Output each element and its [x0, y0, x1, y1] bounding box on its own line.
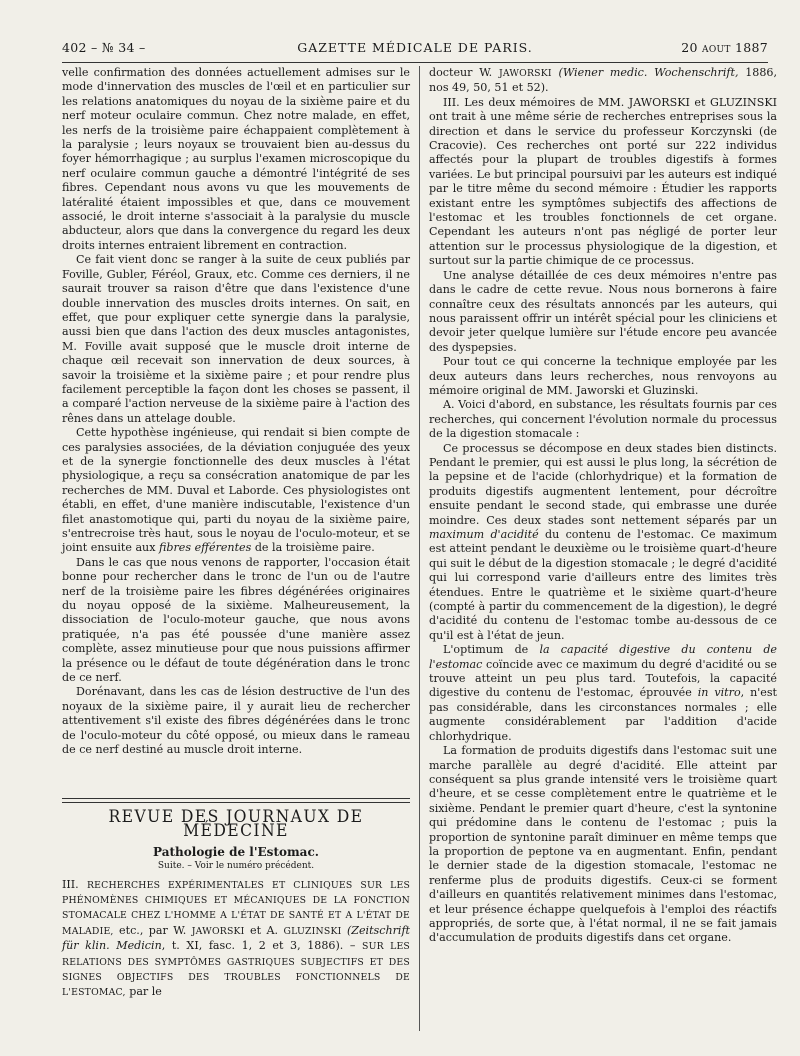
section-title: REVUE DES JOURNAUX DE MÉDECINE: [108, 807, 364, 842]
date-day: 20: [681, 40, 698, 55]
section-divider: [62, 798, 410, 803]
page-header: [62, 36, 768, 58]
r6-ital: la capacité digestive du contenu de l'estomac: [429, 643, 777, 671]
left-paragraph-3: [62, 426, 410, 556]
r0-a: docteur W.: [429, 66, 499, 79]
right-paragraph-0: [429, 66, 777, 96]
left-paragraph-3-tail: de la troisième paire.: [251, 541, 375, 555]
left-paragraph-4: Dans le cas que nous venons de rapporter, l'occasion était bonne pour rechercher dans le tronc de l'un ou de l'autre nerf de la troisième paire les fibres dégénérées originaires du noyau opposé de la sixième. Malheureusement, la dissociation de l'oculo-moteur gauche, que nous avons pratiquée, n'a pas été poussée d'une manière assez complète, assez minutieuse pour que nous puissions affirmer la présence ou le défaut de toute dégénération dans le tronc de ce nerf.: [62, 555, 410, 685]
page-number: 402 – № 34 –: [62, 40, 146, 55]
entry-tail: par le: [125, 985, 162, 999]
r5-ital: maximum d'acidité: [429, 528, 539, 541]
newspaper-page: [62, 36, 778, 1036]
left-paragraph-3-text: Cette hypothèse ingénieuse, qui rendait si bien compte de ces paralysies associées, de la déviation conjuguée des yeux et de la synergie fonctionnelle des deux muscles à l'état physiologique, a reçu sa consécration anatomique de par les recherches de MM. Duval et Laborde. Ces physiologistes ont établi, en effet, d'une manière indiscutable, l'existence d'un filet anastomotique qui, parti du noyau de la sixième paire, s'entrecroise très haut, sous le noyau de l'oculo-moteur, et se joint ensuite aux: [62, 426, 410, 555]
r0-journal: (Wiener medic. Wochenschrift,: [551, 66, 739, 79]
entry-etc: etc., par W.: [113, 923, 192, 937]
review-section: [62, 804, 410, 1034]
left-paragraph-2: Ce fait vient donc se ranger à la suite de ceux publiés par Foville, Gubler, Féréol, Graux, etc. Comme ces derniers, il ne saurait trouver sa raison d'être que dans l'existence d'une double innervation des muscles droits internes. On sait, en effet, que pour expliquer cette synergie dans la paralysie, aussi bien que dans l'action des deux muscles antagonistes, M. Foville avait supposé que le muscle droit interne de chaque œil recevait son innervation de deux sources, à savoir la troisième et la sixième paire ; et pour rendre plus facilement perceptible la façon dont les choses se passent, il a comparé l'action nerveuse de la sixième paire à l'action des rênes dans un attelage double.: [62, 253, 410, 425]
fibres-efferentes: fibres efférentes: [158, 541, 252, 555]
subsection-title: Pathologie de l'Estomac.: [153, 844, 319, 859]
header-rule: [62, 62, 768, 63]
journal-reference: (Zeitschrift für klin. Medicin: [62, 923, 411, 953]
right-paragraph-1: III. Les deux mémoires de MM. JAWORSKI et GLUZINSKI ont trait à une même série de recherches entreprises sous la direction et dans le service du professeur Korczynski (de Cracovie). Ces recherches ont porté sur 222 individus affectés pour la plupart de troubles digestifs à formes variées. Le but principal poursuivi par les auteurs est indiqué par le titre même du second mémoire : Étudier les rapports existant entre les symptômes subjectifs des affections de l'estomac et les troubles fonctionnels de cet organe. Cependant les auteurs n'ont pas négligé de porter leur attention sur le processus physiologique de la digestion, et surtout sur la partie chimique de ce processus.: [429, 95, 777, 268]
r6-c: , n'est pas considérable, dans les circonstances normales ; elle augmente considérablement par l'addition d'acide chlorhydrique.: [429, 686, 778, 743]
left-paragraph-5: Dorénavant, dans les cas de lésion destructive de l'un des noyaux de la sixième paire, il y aurait lieu de rechercher attentivement s'il existe des fibres dégénérées dans le tronc de l'oculo-moteur du côté opposé, ou mieux dans le rameau de ce nerf destiné au muscle droit interne.: [62, 685, 410, 757]
continuation-note: Suite. – Voir le numéro précédent.: [157, 861, 315, 872]
entry-ref: , t. XI, fasc. 1, 2 et 3, 1886). –: [161, 939, 363, 953]
right-paragraph-2: Une analyse détaillée de ces deux mémoires n'entre pas dans le cadre de cette revue. Nous nous bornerons à faire connaître ceux des résultats annoncés par les auteurs, qui nous paraissent offrir un intérêt spécial pour les cliniciens et devoir jeter quelque lumière sur l'étude encore peu avancée des dyspepsies.: [429, 268, 777, 354]
entry-title-2: SUR LES RELATIONS DES SYMPTÔMES GASTRIQUES SUBJECTIFS ET DES SIGNES OBJECTIFS DES TROUBLES FONCTIONNELS DE L'ESTOMAC,: [62, 941, 411, 999]
entry-number: III.: [62, 877, 79, 891]
author-jaworski: JAWORSKI: [191, 925, 245, 937]
issue-date: [681, 40, 768, 55]
right-paragraph-7: La formation de produits digestifs dans l'estomac suit une marche parallèle au degré d'acidité. Elle atteint par conséquent sa plus grande intensité vers le troisième quart d'heure, et se cesse complètement entre le quatrième et le sixième. Pendant le premier quart d'heure, c'est la syntonine qui prédomine dans le contenu de l'estomac ; puis la proportion de syntonine paraît diminuer en même temps que la proportion de peptone va en augmentant. Enfin, pendant le dernier stade de la digestion stomacale, l'estomac ne renferme plus de produits digestifs. Ceux-ci se forment d'ailleurs en quantités relativement minimes dans l'estomac, et leur présence échappe quelquefois à l'emploi des réactifs appropriés, de sorte que, à l'état normal, il ne se fait jamais d'accumulation de produits digestifs dans cet organe.: [429, 744, 777, 945]
date-month: AOUT: [702, 45, 731, 55]
date-year: 1887: [734, 40, 768, 55]
right-column: [429, 66, 777, 1026]
right-paragraph-4: A. Voici d'abord, en substance, les résultats fournis par ces recherches, qui concernent l'évolution normale du processus de la digestion stomacale :: [429, 398, 777, 441]
r0-b: 1886, nos 49, 50, 51 et 52).: [429, 66, 777, 95]
right-paragraph-6: [429, 643, 777, 744]
right-paragraph-5: [429, 442, 777, 644]
review-entry: [62, 878, 410, 1001]
r5-b: du contenu de l'estomac. Ce maximum est atteint pendant le deuxième ou le troisième quart-d'heure qui suit le début de la digestion stomacale ; le degré d'acidité qui lui correspond varie d'ailleurs entre des limites très étendues. Entre le quatrième et le sixième quart-d'heure (compté à partir du commencement de la digestion), le degré d'acidité du contenu de l'estomac tombe au-dessous de ce qu'il est à l'état de jeun.: [429, 528, 777, 642]
r5-a: Ce processus se décompose en deux stades bien distincts. Pendant le premier, qui est aussi le plus long, la sécrétion de la pepsine et de l'acide (chlorhydrique) et la formation de produits digestifs augmentent lentement, pour décroître ensuite pendant le second stade, qui embrasse une durée moindre. Ces deux stades sont nettement séparés par un: [429, 441, 777, 527]
right-paragraph-3: Pour tout ce qui concerne la technique employée par les deux auteurs dans leurs recherches, nous renvoyons au mémoire original de MM. Jaworski et Gluzinski.: [429, 355, 777, 397]
journal-title: GAZETTE MÉDICALE DE PARIS.: [297, 40, 533, 55]
author-gluzinski: GLUZINSKI: [283, 925, 342, 937]
left-column: [62, 66, 410, 791]
column-divider: [419, 66, 420, 1031]
r6-ital2: in vitro: [697, 686, 741, 700]
r6-a: L'optimum de: [443, 643, 540, 657]
left-paragraph-1: velle confirmation des données actuellement admises sur le mode d'innervation des muscles de l'œil et en particulier sur les relations anatomiques du noyau de la sixième paire et du nerf moteur oculaire commun. Chez notre malade, en effet, les nerfs de la troisième paire échappaient complètement à la paralysie ; leurs noyaux se trouvaient bien au-dessus du foyer hémorrhagique ; au surplus l'examen microscopique du nerf oculaire commun gauche a démontré l'intégrité de ses fibres. Cependant nous avons vu que les mouvements de latéralité étaient impossibles et que, dans ce mouvement associé, le droit interne s'associait à la paralysie du muscle abducteur, alors que dans la convergence du regard les deux droits internes entraient librement en contraction.: [62, 66, 410, 252]
r0-author: JAWORSKI: [498, 68, 552, 79]
r6-b: coïncide avec ce maximum du degré d'acidité ou se trouve atteint un peu plus tard. Toutefois, la capacité digestive du contenu de l'estomac, éprouvée: [429, 657, 777, 700]
entry-and: et A.: [244, 923, 284, 937]
entry-title-1: RECHERCHES EXPÉRIMENTALES ET CLINIQUES SUR LES PHÉNOMÈNES CHIMIQUES ET MÉCANIQUES DE LA FONCTION STOMACALE CHEZ L'HOMME A L'ÉTAT DE SANTÉ ET A L'ÉTAT DE MALADIE,: [62, 879, 411, 937]
